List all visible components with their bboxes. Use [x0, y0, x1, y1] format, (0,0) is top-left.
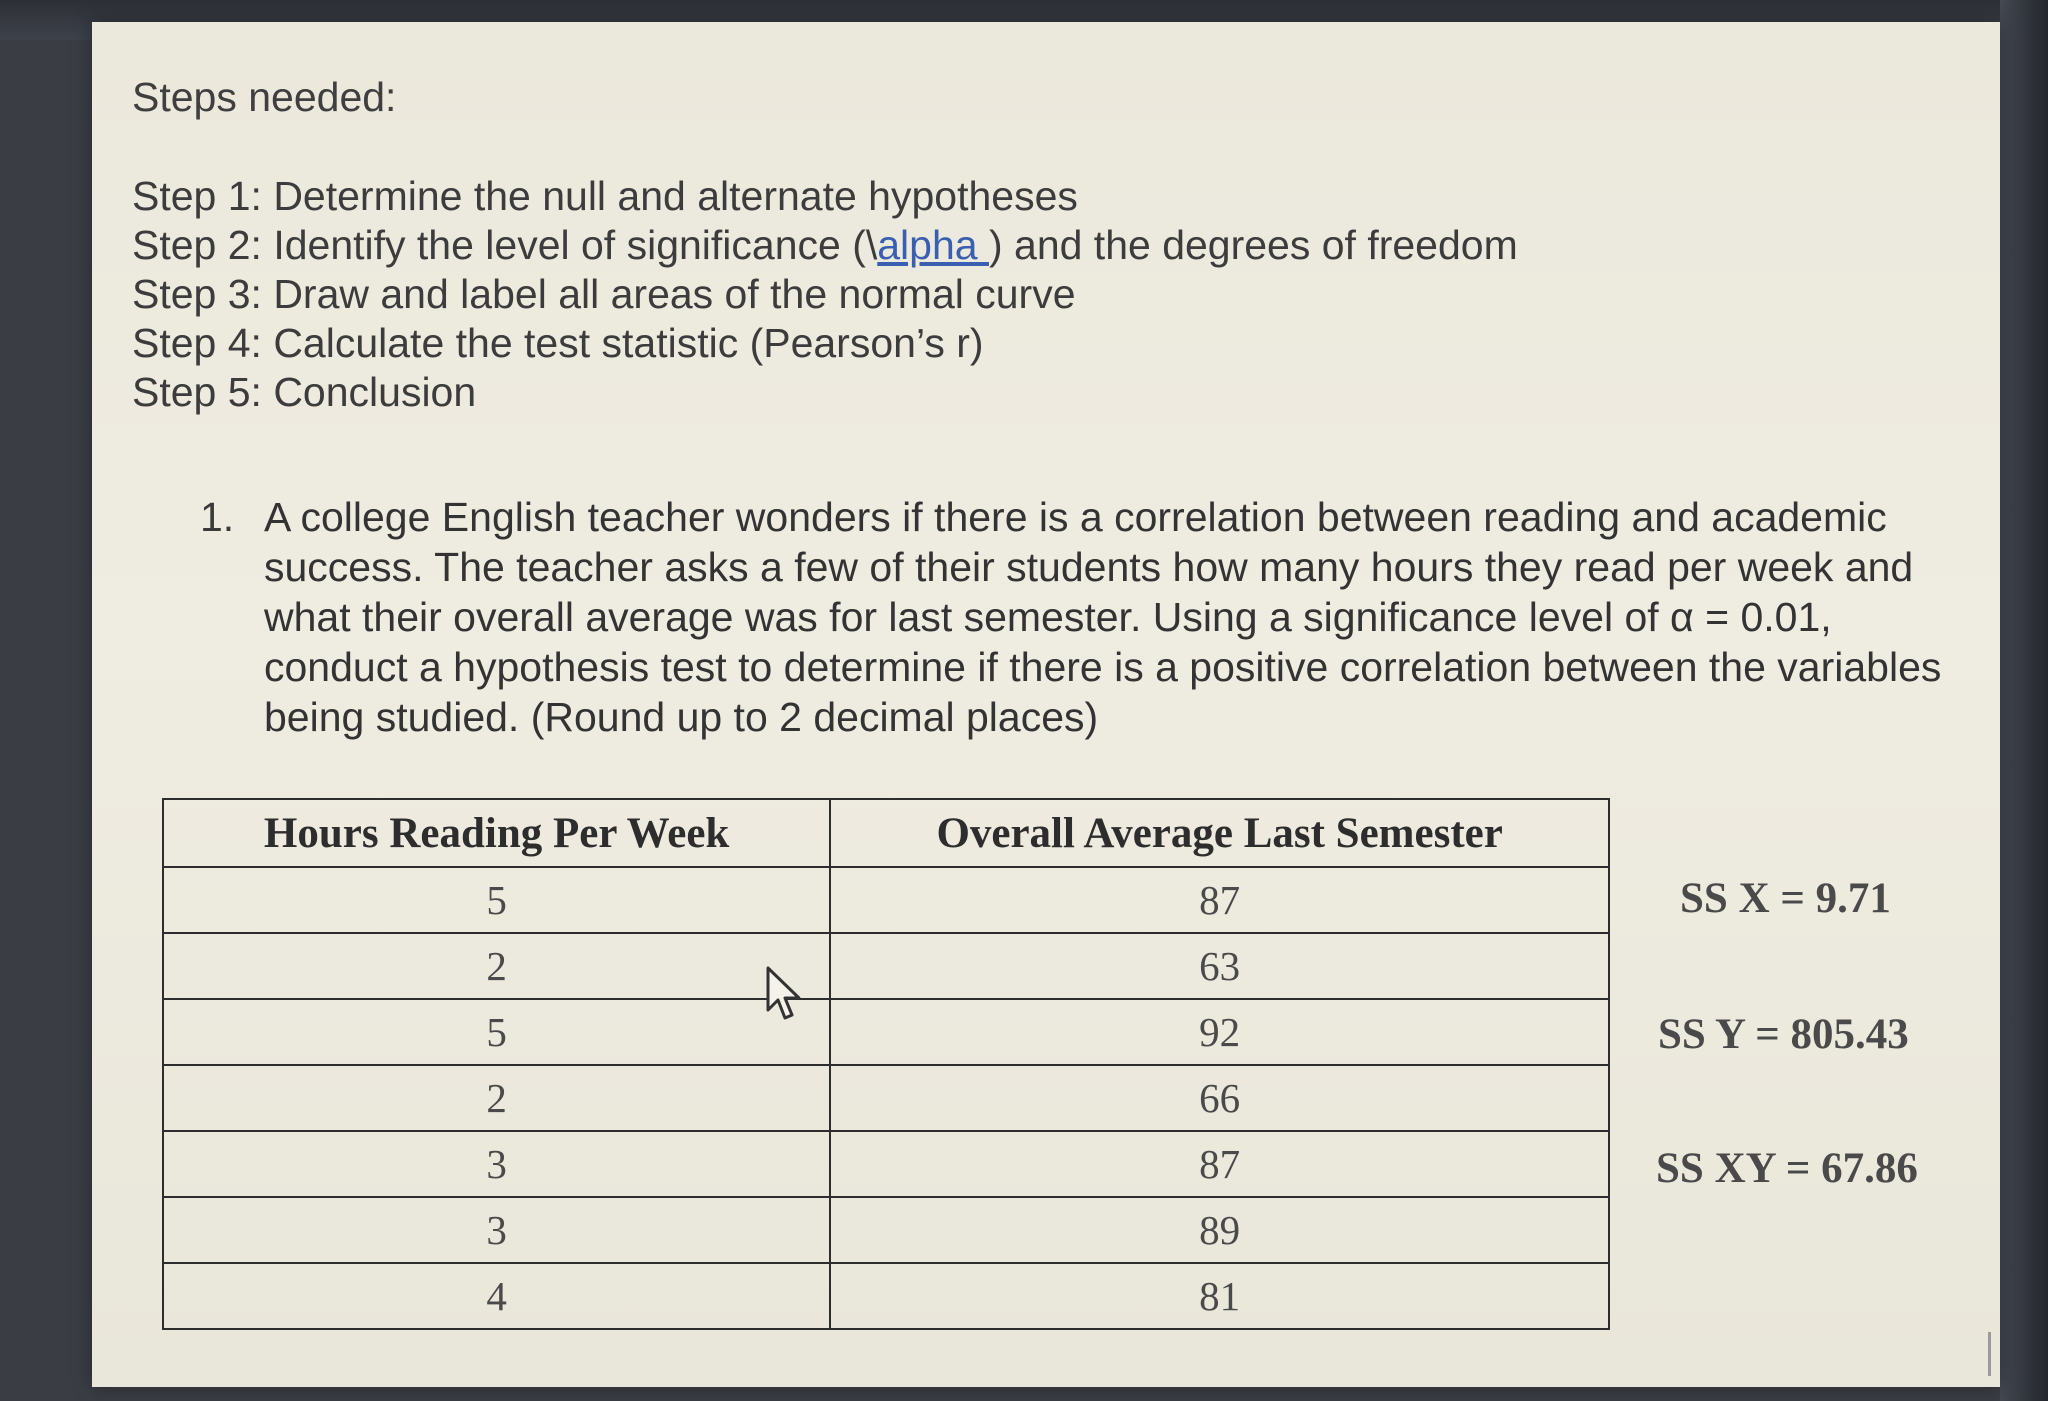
step-1: [132, 172, 1518, 221]
ss-x-value: SS X = 9.71: [1680, 875, 1891, 922]
mouse-cursor-icon: [764, 966, 804, 1026]
table-row: [163, 867, 1609, 933]
table-row: [163, 1065, 1609, 1131]
step-1-text: Step 1: Determine the null and alternate hypotheses: [132, 173, 1078, 219]
table-row: [163, 999, 1609, 1065]
hours-cell: 3: [163, 1197, 830, 1263]
steps-list: [132, 172, 1518, 417]
average-cell: 92: [830, 999, 1609, 1065]
hours-cell: 5: [163, 999, 830, 1065]
data-table: [162, 798, 1610, 1330]
text-caret: [1988, 1332, 1991, 1376]
table-row: [163, 933, 1609, 999]
steps-heading: Steps needed:: [132, 74, 397, 120]
problem-1: [200, 492, 1970, 742]
step-2-text-end: ) and the degrees of freedom: [988, 222, 1518, 268]
average-cell: 63: [830, 933, 1609, 999]
step-4-text: Step 4: Calculate the test statistic (Pearson’s r): [132, 320, 984, 366]
hours-cell: 5: [163, 867, 830, 933]
average-cell: 81: [830, 1263, 1609, 1329]
average-cell: 66: [830, 1065, 1609, 1131]
ss-xy-value: SS XY = 67.86: [1656, 1145, 1918, 1192]
ss-y-value: SS Y = 805.43: [1658, 1011, 1909, 1058]
step-2: [132, 221, 1518, 270]
hours-cell: 3: [163, 1131, 830, 1197]
hours-cell: 2: [163, 933, 830, 999]
step-5-text: Step 5: Conclusion: [132, 369, 477, 415]
alpha-link[interactable]: alpha: [877, 222, 989, 268]
average-cell: 87: [830, 867, 1609, 933]
table-row: [163, 1131, 1609, 1197]
table-row: [163, 1263, 1609, 1329]
header-overall-average: Overall Average Last Semester: [830, 799, 1609, 867]
monitor-bezel-right: [2000, 0, 2048, 1401]
document-page: [92, 22, 2000, 1387]
step-2-text-start: Step 2: Identify the level of significance (\: [132, 222, 878, 268]
step-5: [132, 368, 1518, 417]
average-cell: 89: [830, 1197, 1609, 1263]
header-hours-reading: Hours Reading Per Week: [163, 799, 830, 867]
problem-text: A college English teacher wonders if there is a correlation between reading and academic success. The teacher asks a few of their students how many hours they read per week and what their overall average was for last semester. Using a significance level of α = 0.01, conduct a hypothesis test to determine if there is a positive correlation between the variables being studied. (Round up to 2 decimal places): [264, 494, 1942, 740]
problem-number: 1.: [200, 494, 235, 540]
step-3-text: Step 3: Draw and label all areas of the normal curve: [132, 271, 1076, 317]
step-3: [132, 270, 1518, 319]
step-4: [132, 319, 1518, 368]
average-cell: 87: [830, 1131, 1609, 1197]
hours-cell: 4: [163, 1263, 830, 1329]
hours-cell: 2: [163, 1065, 830, 1131]
table-header-row: [163, 799, 1609, 867]
table-row: [163, 1197, 1609, 1263]
